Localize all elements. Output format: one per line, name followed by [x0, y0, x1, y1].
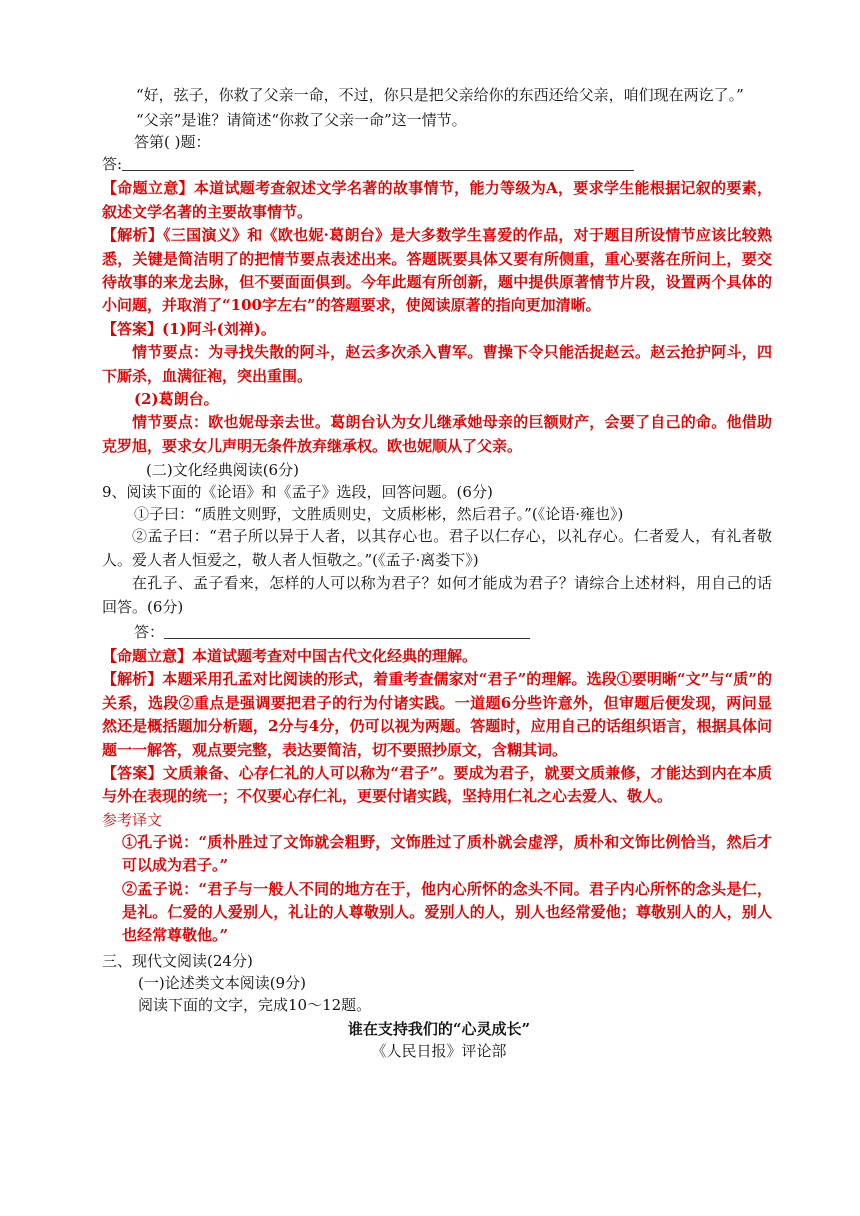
section3-instruction: 阅读下面的文字，完成10～12题。	[138, 995, 372, 1014]
q8-quote: “好，弦子，你救了父亲一命，不过，你只是把父亲给你的东西还给父亲，咱们现在两讫了。”	[136, 86, 744, 104]
q8-question: “父亲”是谁？请简述“你救了父亲一命”这一情节。	[136, 111, 467, 130]
q8-answer2-points: 情节要点：欧也妮母亲去世。葛朗台认为女儿继承她母亲的巨额财产，会要了自己的命。他借助克罗旭，要求女儿声明无条件放弃继承权。欧也妮顺从了父亲。	[102, 413, 772, 455]
reference-translation-1: ①孔子说：“质朴胜过了文饰就会粗野，文饰胜过了质朴就会虚浮，质朴和文饰比例恰当，然后才可以成为君子。”	[122, 832, 772, 875]
q9-answer-label: 答：	[134, 622, 165, 641]
article-title: 谁在支持我们的“心灵成长”	[347, 1019, 531, 1038]
q9-analysis: 【解析】本题采用孔孟对比阅读的形式，着重考查儒家对“君子”的理解。选段①要明晰“文”与“质”的关系，选段②重点是强调要把君子的行为付诸实践。一道题6分些许意外，但审题后便发现，两问显然还是概括题加分析题，2分与4分，仍可以视为两题。答题时，应用自己的话组织语言，根据具体问题一一解答，观点要完整，表达要简洁，切不要照抄原文，含糊其词。	[102, 670, 772, 759]
section3-sub: (一)论述类文本阅读(9分)	[138, 973, 306, 992]
q9-text1: ①子曰：“质胜文则野，文胜质则史，文质彬彬，然后君子。”(《论语·雍也》)	[134, 505, 624, 524]
article-source: 《人民日报》评论部	[371, 1041, 507, 1060]
q8-answer2-head: (2)葛朗台。	[134, 390, 219, 409]
answer-blank-line	[122, 156, 634, 171]
answer-blank-line	[164, 624, 530, 639]
q8-answer1-points: 情节要点：为寻找失散的阿斗，赵云多次杀入曹军。曹操下令只能活捉赵云。赵云抢护阿斗，四下厮杀，血满征袍，突出重围。	[102, 343, 772, 385]
q8-analysis: 【解析】《三国演义》和《欧也妮·葛朗台》是大多数学生喜爱的作品，对于题目所设情节应该比较熟悉，关键是简洁明了的把情节要点表述出来。答题既要具体又要有所侧重，重心要落在所问上，要交待故事的来龙去脉，但不要面面俱到。今年此题有所创新，题中提供原著情节片段，设置两个具体的小问题，并取消了“100字左右”的答题要求，使阅读原著的指向更加清晰。	[102, 226, 772, 315]
section3-heading: 三、现代文阅读(24分)	[102, 951, 253, 970]
q8-answer-line	[102, 153, 772, 175]
document-page	[102, 84, 772, 1062]
q8-answer-label: 答:	[102, 155, 123, 174]
q9-question: 在孔子、孟子看来，怎样的人可以称为君子？如何才能成为君子？请综合上述材料，用自己的话回答。(6分)	[102, 574, 772, 616]
reference-translation-2: ②孟子说：“君子与一般人不同的地方在于，他内心所怀的念头不同。君子内心所怀的念头是仁，是礼。仁爱的人爱别人，礼让的人尊敬别人。爱别人的人，别人也经常爱他；尊敬别人的人，别人也经常尊敬他。”	[122, 879, 772, 945]
q9-text2: ②孟子曰：“君子所以异于人者，以其存心也。君子以仁存心，以礼存心。仁者爱人，有礼者敬人。爱人者人恒爱之，敬人者人恒敬之。”(《孟子·离娄下》)	[102, 527, 772, 569]
q9-answer-line	[106, 621, 772, 643]
q8-answer-choice: 答第( )题：	[134, 133, 211, 152]
q8-intent: 【命题立意】本道试题考查叙述文学名著的故事情节，能力等级为A，要求学生能根据记叙的要素，叙述文学名著的主要故事情节。	[102, 179, 772, 221]
q9-intent: 【命题立意】本道试题考查对中国古代文化经典的理解。	[102, 646, 478, 665]
q8-answer1-head: 【答案】(1)阿斗(刘禅)。	[102, 319, 276, 338]
reference-translation-heading: 参考译文	[102, 810, 163, 829]
q9-answer: 【答案】文质兼备、心存仁礼的人可以称为“君子”。要成为君子，就要文质兼修，才能达到内在本质与外在表现的统一；不仅要心存仁礼，更要付诸实践，坚持用仁礼之心去爱人、敬人。	[102, 763, 772, 806]
q9-stem: 9、阅读下面的《论语》和《孟子》选段，回答问题。(6分)	[102, 483, 493, 502]
section2-heading: (二)文化经典阅读(6分)	[146, 461, 299, 480]
